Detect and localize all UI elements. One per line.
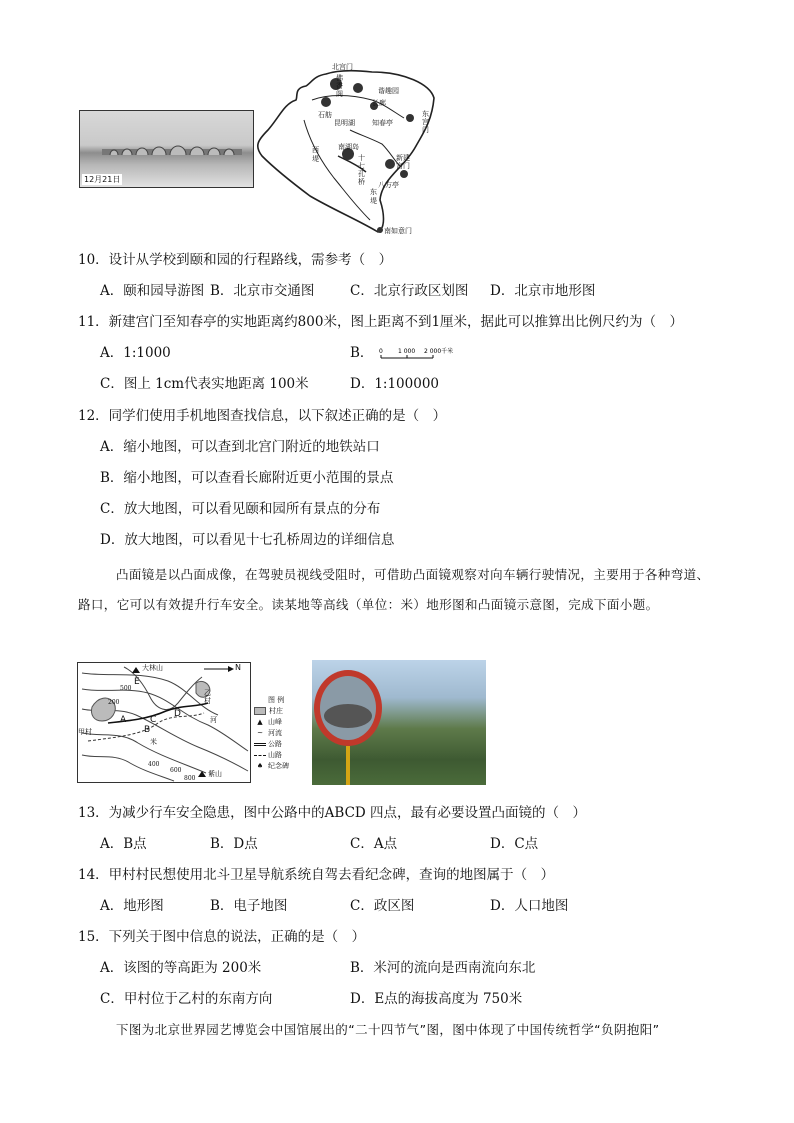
map-label-stone-boat: 石舫	[318, 111, 332, 119]
map-label-kunming-lake: 昆明湖	[334, 119, 355, 127]
scale-tick-2000: 2 000千米	[423, 347, 453, 355]
contour-500: 500	[120, 685, 132, 692]
north-arrow-label: N	[235, 663, 241, 672]
point-e: E	[134, 677, 140, 687]
scale-tick-0: 0	[378, 347, 383, 355]
convex-mirror	[312, 660, 486, 785]
peak-dalinshan: 大林山	[142, 664, 163, 672]
map-label-south-gate: 南如意门	[384, 227, 412, 235]
q11-option-b-label: B．	[350, 345, 374, 361]
question-10-stem: 10．设计从学校到颐和园的行程路线，需参考（ ）	[78, 252, 393, 268]
map-label-east-gate: 东宫门	[422, 110, 429, 134]
q15-option-b[interactable]: B．米河的流向是西南流向东北	[350, 960, 536, 976]
q13-option-d[interactable]: D．C点	[490, 836, 539, 852]
summer-palace-map	[254, 60, 444, 238]
map-label-new-gate: 新建宫门	[396, 154, 410, 170]
question-15-stem: 15．下列关于图中信息的说法，正确的是（ ）	[78, 929, 366, 945]
passage-convex-mirror: 凸面镜是以凸面成像，在驾驶员视线受阻时，可借助凸面镜观察对向车辆行驶情况，主要用于各种弯道、路口，它可以有效提升行车安全。读某地等高线（单位：米）地形图和凸面镜示意图，完成下面小题。	[78, 567, 710, 612]
contour-800: 800	[184, 775, 196, 782]
peak-zishan: 紫山	[208, 770, 222, 778]
q10-option-a[interactable]: A．颐和园导游图	[100, 283, 205, 299]
scale-bar-icon	[378, 346, 458, 362]
question-12-stem: 12．同学们使用手机地图查找信息，以下叙述正确的是（ ）	[78, 408, 447, 424]
scale-tick-1000: 1 000	[397, 347, 415, 355]
q15-option-d[interactable]: D．E点的海拔高度为 750米	[350, 991, 523, 1007]
point-c: C	[150, 715, 157, 725]
map-label-octagon: 八方亭	[378, 181, 399, 189]
map-label-south-lake-island: 南湖岛	[338, 143, 359, 151]
legend-item-river: ~ 河流	[257, 729, 282, 737]
map-label-north-gate: 北宫门	[332, 63, 353, 71]
legend-item-village: 村庄	[254, 706, 314, 717]
q11-option-d[interactable]: D．1:100000	[350, 376, 439, 392]
map-label-east-dike: 东堤	[370, 188, 377, 205]
village-jia: 甲村	[78, 728, 92, 736]
village-yi: 乙村	[204, 689, 211, 705]
q11-option-b[interactable]	[350, 344, 458, 362]
convex-mirror-photo	[312, 660, 486, 785]
passage-solar-terms: 下图为北京世界园艺博览会中国馆展出的“二十四节气”图，图中体现了中国传统哲学“负阴抱阳”	[116, 1022, 660, 1037]
map-label-long-corridor: 长廊	[372, 99, 386, 107]
q12-option-d[interactable]: D．放大地图，可以看见十七孔桥周边的详细信息	[100, 532, 395, 548]
map-legend	[254, 695, 314, 772]
legend-item-monument: ♠ 纪念碑	[256, 762, 289, 770]
legend-item-peak: ▲ 山峰	[257, 718, 282, 726]
q13-option-a[interactable]: A．B点	[100, 836, 147, 852]
q11-option-a[interactable]: A．1:1000	[100, 345, 171, 361]
river-label-mi: 米	[150, 738, 157, 746]
question-11-stem: 11．新建宫门至知春亭的实地距离约800米，图上距离不到1厘米，据此可以推算出比例尺约为（ ）	[78, 314, 684, 330]
map-label-garden: 谐趣园	[378, 87, 399, 95]
map-label-bridge: 十七孔桥	[358, 154, 365, 186]
point-b: B	[144, 725, 151, 735]
legend-item-path: 山路	[254, 750, 314, 761]
q15-option-a[interactable]: A．该图的等高距为 200米	[100, 960, 262, 976]
q13-option-c[interactable]: C．A点	[350, 836, 398, 852]
q10-option-d[interactable]: D．北京市地形图	[490, 283, 596, 299]
question-13-stem: 13．为减少行车安全隐患，图中公路中的ABCD 四点，最有必要设置凸面镜的（ ）	[78, 805, 587, 821]
q12-option-b[interactable]: B．缩小地图，可以查看长廊附近更小范围的景点	[100, 470, 394, 486]
point-d: D	[174, 709, 181, 719]
q14-option-b[interactable]: B．电子地图	[210, 898, 288, 914]
bridge-photo	[79, 110, 254, 188]
q12-option-a[interactable]: A．缩小地图，可以查到北宫门附近的地铁站口	[100, 439, 380, 455]
q13-option-b[interactable]: B．D点	[210, 836, 258, 852]
contour-map	[77, 662, 289, 783]
legend-title: 图 例	[268, 696, 285, 704]
q12-option-c[interactable]: C．放大地图，可以看见颐和园所有景点的分布	[100, 501, 381, 517]
q14-option-d[interactable]: D．人口地图	[490, 898, 569, 914]
point-a: A	[120, 715, 127, 725]
photo-date-caption: 12月21日	[84, 175, 121, 184]
map-label-zhichun: 知春亭	[372, 119, 393, 127]
map-label-west-dike: 西堤	[312, 146, 319, 163]
q10-option-c[interactable]: C．北京行政区划图	[350, 283, 469, 299]
contour-600: 600	[170, 767, 182, 774]
river-label-he: 河	[210, 716, 217, 724]
question-14-stem: 14．甲村村民想使用北斗卫星导航系统自驾去看纪念碑，查询的地图属于（ ）	[78, 867, 555, 883]
contour-200: 200	[108, 699, 120, 706]
map-label-buddha-tower: 佛香阁	[336, 74, 343, 98]
q10-option-b[interactable]: B．北京市交通图	[210, 283, 315, 299]
legend-item-road: 公路	[254, 739, 314, 750]
q11-option-c[interactable]: C．图上 1cm代表实地距离 100米	[100, 376, 309, 392]
contour-400: 400	[148, 761, 160, 768]
contour-lines	[78, 663, 250, 782]
q15-option-c[interactable]: C．甲村位于乙村的东南方向	[100, 991, 273, 1007]
q14-option-a[interactable]: A．地形图	[100, 898, 164, 914]
q14-option-c[interactable]: C．政区图	[350, 898, 415, 914]
